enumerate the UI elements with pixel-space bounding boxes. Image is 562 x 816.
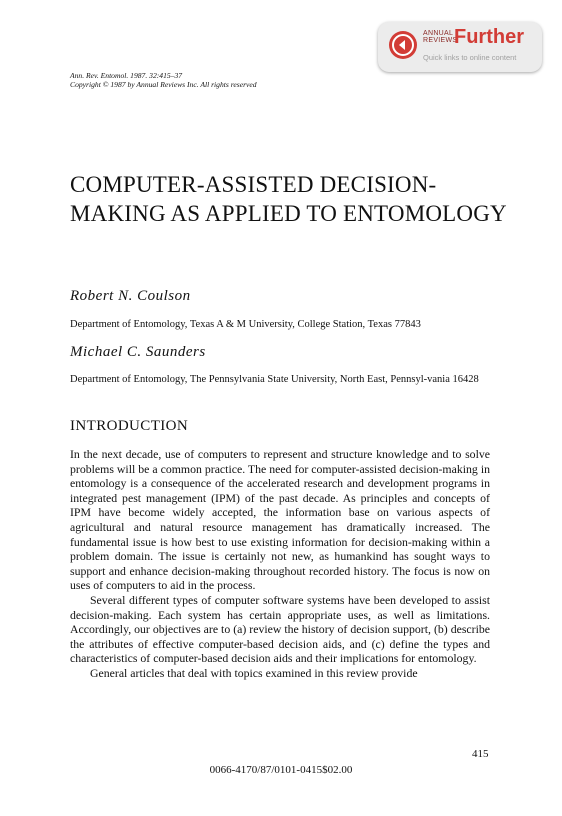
body-text [70, 447, 490, 681]
author-affiliation: Department of Entomology, Texas A & M University, College Station, Texas 77843 [70, 319, 421, 330]
article-title: COMPUTER-ASSISTED DECISION-MAKING AS APPLIED TO ENTOMOLOGY [70, 172, 507, 226]
further-subtitle: Quick links to online content [423, 53, 517, 62]
paragraph: In the next decade, use of computers to represent and structure knowledge and to solve problems will be a common practice. The need for computer-assisted decision-making in entomology is a consequence of the accelerated research and development programs in integrated pest management (IPM) of the past decade. As principles and concepts of IPM have become widely accepted, the information base on various aspects of agricultural and natural resource management has dramatically increased. The fundamental issue is how best to use existing information for decision-making within a problem domain. The issue is certainly not new, as humankind has sought ways to support and enhance decision-making throughout recorded history. The focus is now on uses of computers to aid in the process. [70, 447, 490, 593]
section-heading: INTRODUCTION [70, 418, 189, 434]
citation-block [70, 71, 257, 89]
page-number: 415 [472, 748, 489, 760]
citation-copyright: Copyright © 1987 by Annual Reviews Inc. All rights reserved [70, 80, 257, 89]
author-name: Michael C. Saunders [70, 344, 206, 360]
paragraph: General articles that deal with topics examined in this review provide [90, 665, 418, 680]
back-arrow-icon [389, 31, 417, 59]
further-title: Further [454, 26, 524, 48]
further-links-badge[interactable] [378, 22, 542, 72]
paragraph: Several different types of computer software systems have been developed to assist decision-making. Each system has certain appropriate uses, as well as limitations. Accordingly, our objectives are to (a) review the history of decision support, (b) describe the attributes of effective computer-based decision aids, and (c) define the types and characteristics of computer-based decision aids and their implications for entomology. [70, 592, 490, 666]
author-name: Robert N. Coulson [70, 288, 191, 304]
footer-code: 0066-4170/87/0101-0415$02.00 [209, 764, 353, 776]
citation-journal: Ann. Rev. Entomol. 1987. 32:415–37 [70, 71, 183, 80]
author-affiliation: Department of Entomology, The Pennsylvania State University, North East, Pennsyl-vania 16428 [70, 374, 479, 385]
annual-reviews-brand: ANNUAL REVIEWS [423, 30, 458, 44]
